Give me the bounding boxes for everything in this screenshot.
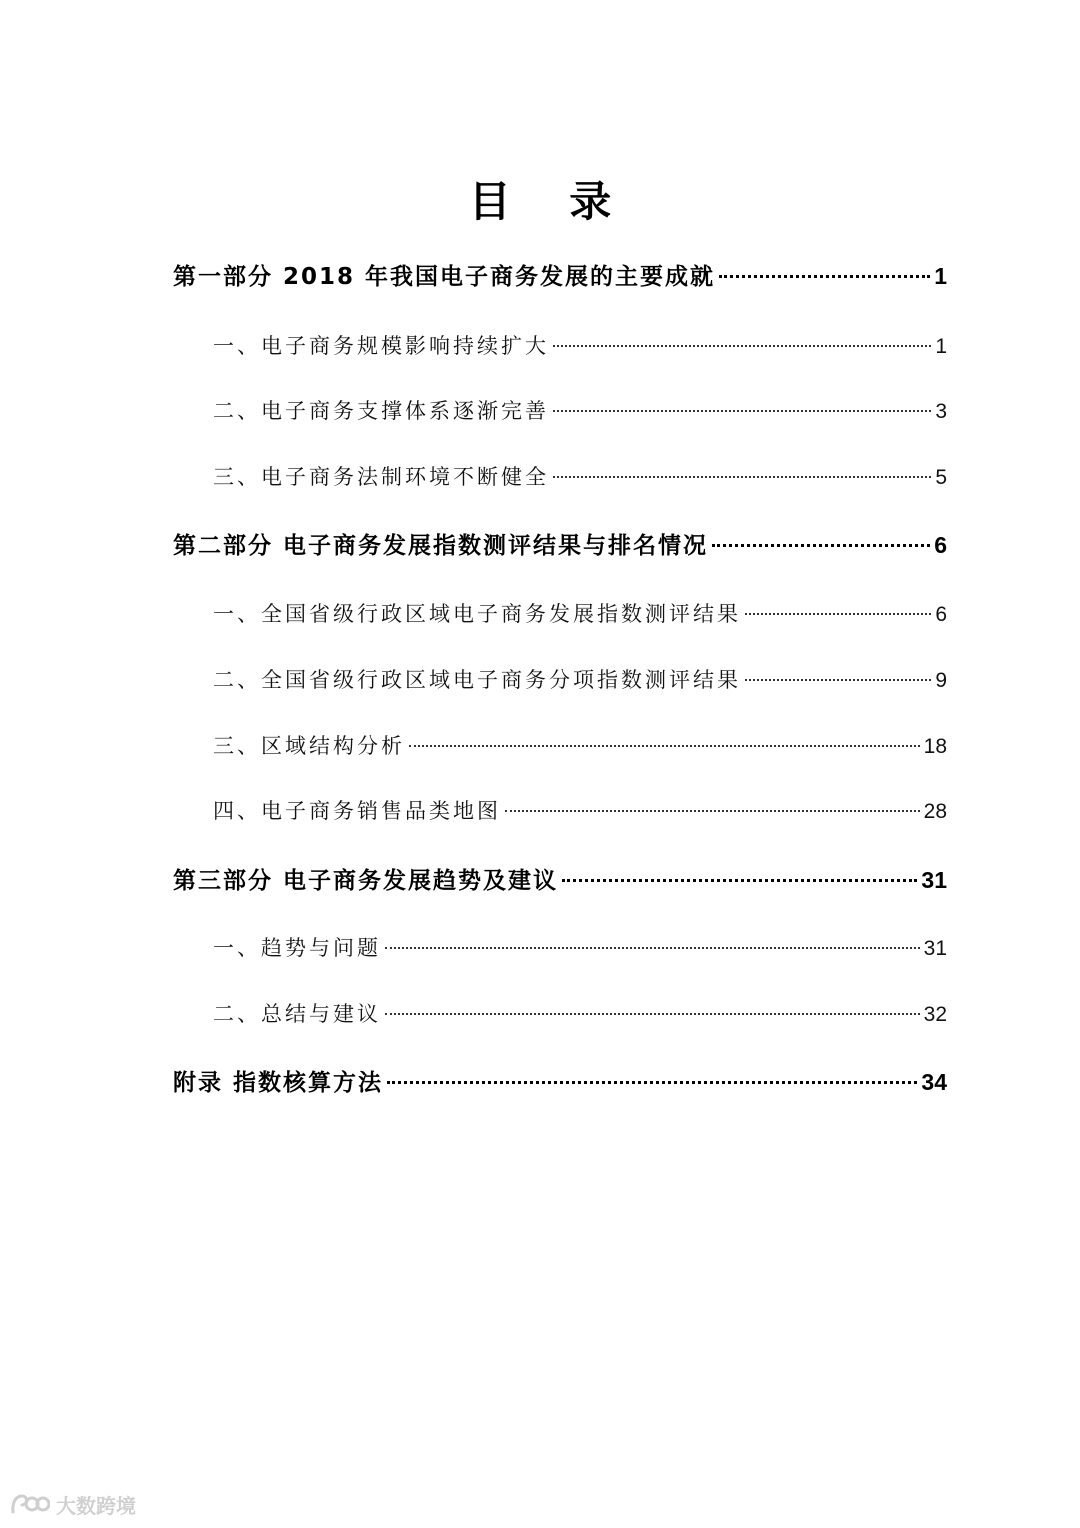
- toc-page-number: 9: [935, 669, 947, 692]
- toc-entry-section[interactable]: [213, 928, 947, 968]
- toc-entry-label: 第一部分 2018 年我国电子商务发展的主要成就: [173, 264, 716, 290]
- toc-entry-label: 四、电子商务销售品类地图: [213, 799, 501, 823]
- toc-entry-appendix[interactable]: [173, 1062, 947, 1102]
- toc-dot-leader: [387, 1081, 917, 1084]
- toc-dot-leader: [385, 1013, 920, 1015]
- toc-dot-leader: [745, 679, 931, 681]
- toc-page-number: 31: [921, 867, 947, 893]
- toc-page-number: 3: [935, 400, 947, 423]
- toc-dot-leader: [745, 613, 931, 615]
- toc-dot-leader: [553, 410, 931, 412]
- toc-page-number: 1: [935, 335, 947, 358]
- toc-dot-leader: [553, 345, 931, 347]
- toc-entry-section[interactable]: [213, 326, 947, 366]
- toc-page-number: 1: [934, 263, 947, 289]
- toc-entry-label: 二、电子商务支撑体系逐渐完善: [213, 399, 549, 423]
- watermark-text: 大数跨境: [56, 1493, 136, 1518]
- toc-dot-leader: [409, 745, 920, 747]
- toc-entry-section[interactable]: [213, 791, 947, 831]
- toc-dot-leader: [553, 476, 931, 478]
- toc-entry-part-3[interactable]: [173, 860, 947, 900]
- toc-entry-label: 第二部分 电子商务发展指数测评结果与排名情况: [173, 533, 709, 559]
- toc-entry-label: 三、区域结构分析: [213, 734, 405, 758]
- toc-dot-leader: [719, 275, 930, 278]
- toc-page-number: 31: [923, 937, 947, 960]
- toc-dot-leader: [712, 544, 930, 547]
- toc-entry-label: 二、全国省级行政区域电子商务分项指数测评结果: [213, 668, 741, 692]
- toc-entry-section[interactable]: [213, 660, 947, 700]
- toc-page-number: 28: [923, 800, 947, 823]
- toc-page-number: 32: [923, 1003, 947, 1026]
- toc-entry-section[interactable]: [213, 726, 947, 766]
- toc-entry-section[interactable]: [213, 594, 947, 634]
- logo-icon: [10, 1492, 50, 1516]
- toc-dot-leader: [505, 810, 920, 812]
- toc-entry-label: 二、总结与建议: [213, 1002, 381, 1026]
- toc-dot-leader: [385, 947, 920, 949]
- toc-entry-label: 第三部分 电子商务发展趋势及建议: [173, 868, 559, 894]
- toc-entry-label: 三、电子商务法制环境不断健全: [213, 465, 549, 489]
- toc-page-number: 6: [934, 532, 947, 558]
- toc-entry-section[interactable]: [213, 994, 947, 1034]
- toc-dot-leader: [562, 879, 917, 882]
- watermark: [10, 1488, 136, 1520]
- toc-entry-label: 附录 指数核算方法: [173, 1070, 384, 1096]
- toc-page-number: 5: [935, 466, 947, 489]
- toc-entry-label: 一、趋势与问题: [213, 936, 381, 960]
- toc-entry-section[interactable]: [213, 391, 947, 431]
- toc-page-number: 18: [923, 735, 947, 758]
- toc-page-number: 6: [935, 603, 947, 626]
- toc-entry-label: 一、全国省级行政区域电子商务发展指数测评结果: [213, 602, 741, 626]
- page-title: 目 录: [468, 177, 612, 226]
- toc-entry-part-1[interactable]: [173, 256, 947, 296]
- toc-entry-label: 一、电子商务规模影响持续扩大: [213, 334, 549, 358]
- toc-page-number: 34: [921, 1069, 947, 1095]
- toc-entry-part-2[interactable]: [173, 525, 947, 565]
- toc-entry-section[interactable]: [213, 457, 947, 497]
